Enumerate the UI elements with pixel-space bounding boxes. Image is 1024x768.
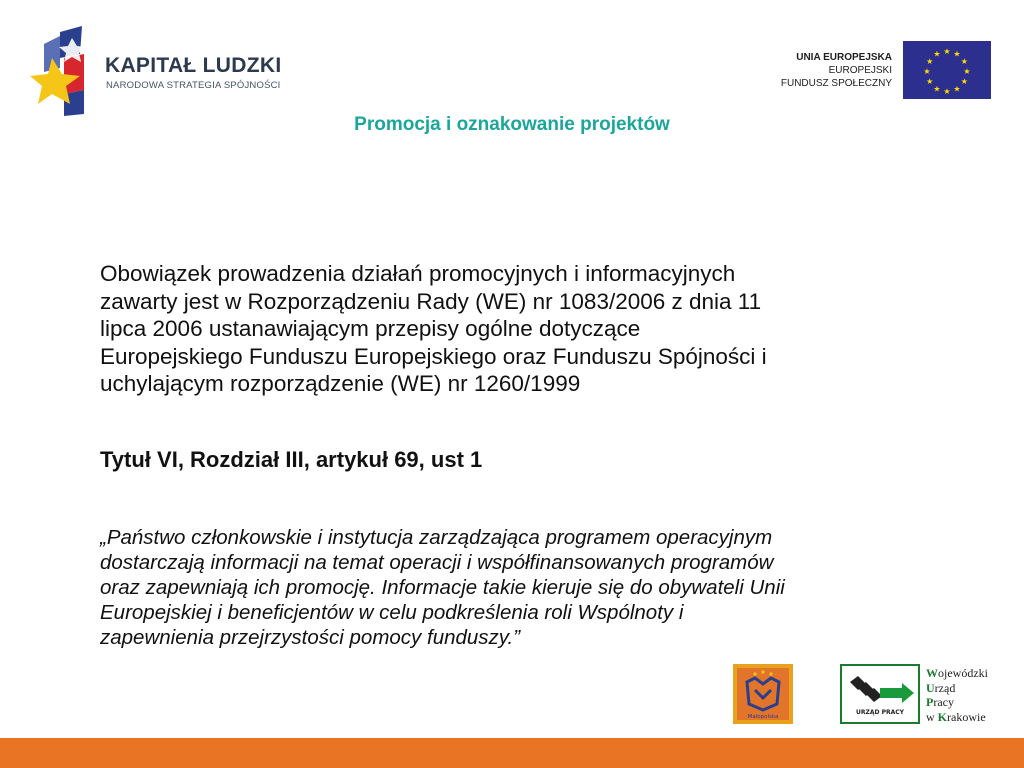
paragraph-line: Obowiązek prowadzenia działań promocyjnych i informacyjnych [100, 261, 736, 286]
eu-logo-text [781, 51, 892, 90]
svg-text:★: ★ [963, 67, 971, 76]
malopolska-label: Małopolska [747, 714, 779, 720]
wup-line-4 [926, 710, 988, 725]
slide-title: Promocja i oznakowanie projektów [354, 114, 670, 135]
svg-text:★: ★ [953, 49, 961, 59]
wup-badge-label: URZĄD PRACY [856, 709, 904, 716]
wup-prefix: w [926, 709, 938, 724]
svg-text:★: ★ [943, 47, 951, 56]
quote-line: „Państwo członkowskie i instytucja zarządzająca programem operacyjnym [100, 526, 773, 549]
wup-initial: U [926, 680, 935, 695]
wup-rest: ojewódzki [938, 666, 988, 680]
svg-text:★: ★ [926, 57, 934, 66]
paragraph-line: zawarty jest w Rozporządzeniu Rady (WE) nr 1083/2006 z dnia 11 [100, 288, 762, 314]
eu-line-2: EUROPEJSKI [828, 65, 892, 76]
wup-rest: rakowie [947, 709, 986, 724]
malopolska-logo [733, 664, 793, 724]
kapital-ludzki-logo [30, 24, 300, 116]
kapital-ludzki-star-icon [30, 24, 102, 116]
kapital-ludzki-subtitle: NARODOWA STRATEGIA SPÓJNOŚCI [106, 80, 281, 91]
obligation-paragraph [100, 260, 980, 398]
svg-text:★: ★ [933, 49, 941, 59]
paragraph-line: lipca 2006 ustanawiającym przepisy ogólne dotyczące [100, 316, 641, 341]
svg-text:★: ★ [953, 84, 961, 94]
wup-line-1 [926, 666, 988, 681]
quote-line: oraz zapewniają ich promocję. Informacje takie kieruje się do obywateli Unii [100, 576, 785, 599]
svg-text:★: ★ [960, 57, 968, 66]
wup-rest: racy [933, 695, 954, 709]
eu-flag-icon [903, 41, 991, 99]
svg-text:★: ★ [933, 84, 941, 94]
eu-line-1: UNIA EUROPEJSKA [796, 52, 892, 63]
paragraph-line: uchylającym rozporządzenie (WE) nr 1260/1999 [100, 371, 581, 396]
wup-name [926, 666, 988, 724]
paragraph-line: Europejskiego Funduszu Europejskiego oraz Funduszu Spójności i [100, 343, 767, 369]
svg-text:★: ★ [960, 77, 968, 86]
article-quote [100, 525, 980, 650]
eu-line-3: FUNDUSZ SPOŁECZNY [780, 78, 892, 89]
wup-rest: rząd [934, 680, 956, 695]
wup-line-2 [926, 681, 988, 696]
kapital-ludzki-title: KAPITAŁ LUDZKI [105, 54, 282, 77]
footer-bar [0, 738, 1024, 768]
wup-initial: W [926, 666, 938, 680]
quote-line: Europejskiej i beneficjentów w celu podkreślenia roli Wspólnoty i [100, 601, 684, 624]
svg-text:★: ★ [943, 87, 951, 96]
article-heading: Tytuł VI, Rozdział III, artykuł 69, ust 1 [100, 447, 483, 472]
quote-line: dostarczają informacji na temat operacji i współfinansowanych programów [100, 551, 774, 574]
quote-line: zapewnienia przejrzystości pomocy funduszy.” [100, 626, 521, 649]
wup-initial: K [937, 709, 948, 724]
svg-text:★: ★ [926, 77, 934, 86]
wup-initial: P [926, 695, 934, 709]
wup-line-3 [926, 695, 988, 710]
svg-text:★: ★ [923, 67, 931, 76]
wup-logo-badge [840, 664, 920, 724]
